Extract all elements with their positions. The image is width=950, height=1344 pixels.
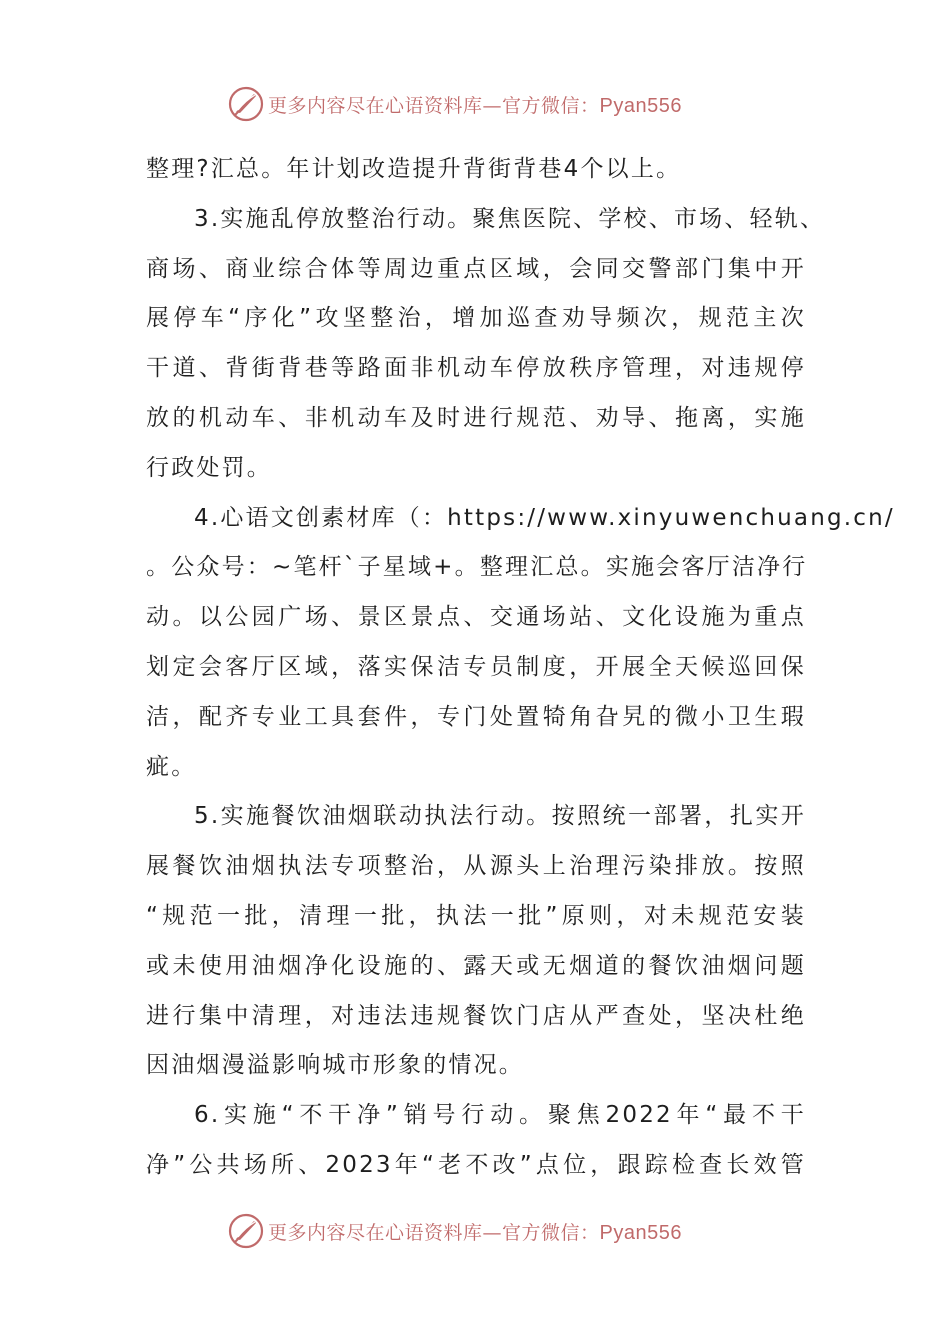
text-line: 3.实施乱停放整治行动。聚焦医院、学校、市场、轻轨、 xyxy=(194,205,826,232)
quill-logo-icon xyxy=(228,1213,264,1249)
banner-wechat-id: Pyan556 xyxy=(599,94,682,117)
text-line: 净”公共场所、2023年“老不改”点位，跟踪检查长效管 xyxy=(146,1151,806,1178)
text-line: 进行集中清理，对违法违规餐饮门店从严查处，坚决杜绝 xyxy=(146,1002,806,1029)
text-line: 因油烟漫溢影响城市形象的情况。 xyxy=(146,1052,524,1079)
text-line: 动。以公园广场、景区景点、交通场站、文化设施为重点 xyxy=(146,604,806,631)
banner-text: 更多内容尽在心语资料库—官方微信：Pyan556 xyxy=(268,1221,682,1244)
text-line: 疵。 xyxy=(146,753,197,780)
text-line: 或未使用油烟净化设施的、露天或无烟道的餐饮油烟问题 xyxy=(146,952,806,979)
text-line: 商场、商业综合体等周边重点区域，会同交警部门集中开 xyxy=(146,255,806,282)
text-line: 展餐饮油烟执法专项整治，从源头上治理污染排放。按照 xyxy=(146,853,806,880)
document-body xyxy=(146,145,895,1191)
banner-wechat-id: Pyan556 xyxy=(599,1221,682,1244)
banner-text: 更多内容尽在心语资料库—官方微信：Pyan556 xyxy=(268,94,682,117)
text-line: 行政处罚。 xyxy=(146,454,272,481)
text-line: 整理?汇总。年计划改造提升背街背巷4个以上。 xyxy=(146,156,682,182)
footer-banner xyxy=(228,1211,748,1251)
text-line: 4.心语文创素材库（：https://www.xinyuwenchuang.cn/ xyxy=(194,504,895,531)
text-line: 6.实施“不干净”销号行动。聚焦2022年“最不干 xyxy=(194,1102,806,1129)
text-line: 展停车“序化”攻坚整治，增加巡查劝导频次，规范主次 xyxy=(146,305,806,332)
text-line: 洁，配齐专业工具套件，专门处置犄角旮旯的微小卫生瑕 xyxy=(146,703,806,730)
text-line: 。公众号：~笔杆`子星域+。整理汇总。实施会客厅洁净行 xyxy=(146,554,808,581)
text-line: 放的机动车、非机动车及时进行规范、劝导、拖离，实施 xyxy=(146,404,806,431)
text-line: 干道、背街背巷等路面非机动车停放秩序管理，对违规停 xyxy=(146,355,806,382)
quill-logo-icon xyxy=(228,86,264,122)
text-line: “规范一批，清理一批，执法一批”原则，对未规范安装 xyxy=(146,902,806,929)
header-banner xyxy=(228,84,748,124)
text-line: 5.实施餐饮油烟联动执法行动。按照统一部署，扎实开 xyxy=(194,803,806,830)
text-line: 划定会客厅区域，落实保洁专员制度，开展全天候巡回保 xyxy=(146,653,806,680)
